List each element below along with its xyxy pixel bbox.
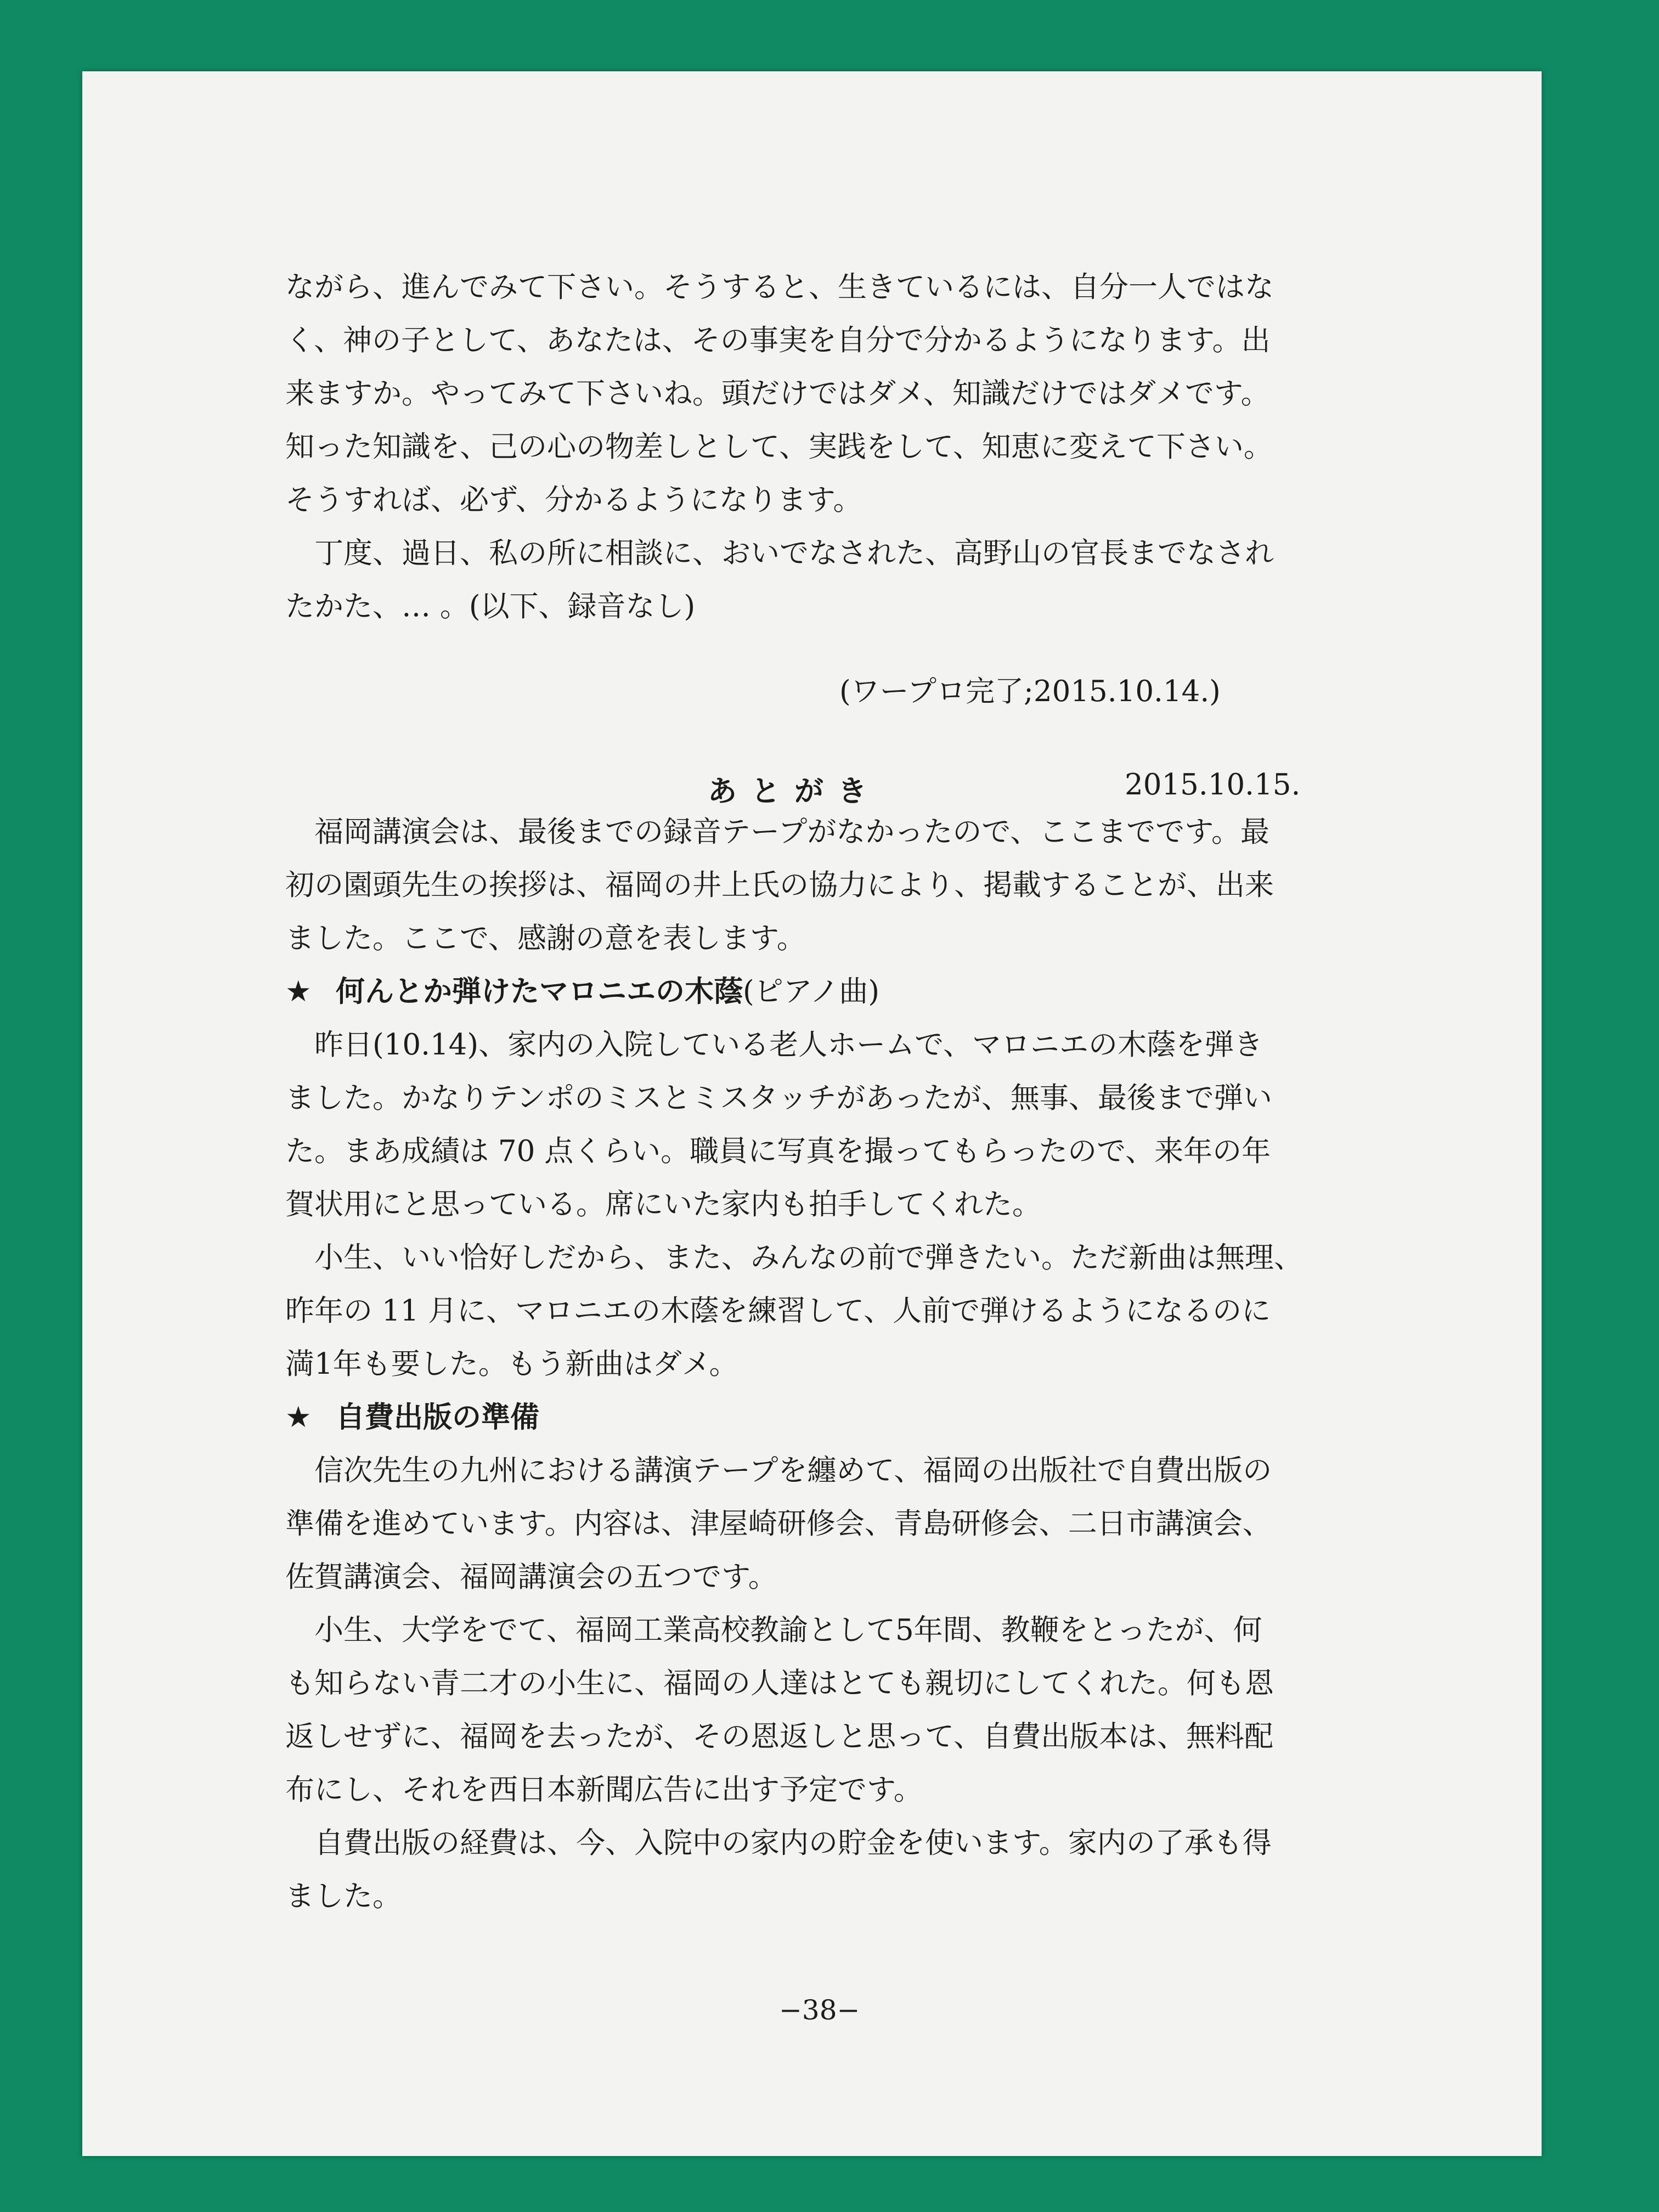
text-line: く、神の子として、あなたは、その事実を自分で分かるようになります。出 <box>285 324 1271 357</box>
text-line: 準備を進めています。内容は、津屋崎研修会、青島研修会、二日市講演会、 <box>285 1507 1272 1541</box>
text-line: 小生、大学をでて、福岡工業高校教諭として5年間、教鞭をとったが、何 <box>314 1613 1262 1647</box>
text-line: も知らない青二才の小生に、福岡の人達はとても親切にしてくれた。何も恩 <box>285 1667 1274 1700</box>
section-title: 何んとか弾けたマロニエの木蔭 <box>335 975 743 1008</box>
text-line: 初の園頭先生の挨拶は、福岡の井上氏の協力により、掲載することが、出来 <box>285 868 1274 902</box>
section-title: 自費出版の準備 <box>335 1401 539 1434</box>
top-text-block <box>285 261 1377 633</box>
section-title-suffix: (ピアノ曲) <box>742 975 880 1008</box>
afterword-date: 2015.10.15. <box>1125 768 1301 802</box>
star-icon: ★ <box>285 1401 312 1434</box>
completion-note: (ワープロ完了;2015.10.14.) <box>839 675 1221 708</box>
text-line: た。まあ成績は 70 点くらい。職員に写真を撮ってもらったので、来年の年 <box>285 1135 1271 1168</box>
afterword-body <box>285 805 1377 1923</box>
text-line: 小生、いい恰好しだから、また、みんなの前で弾きたい。ただ新曲は無理、 <box>314 1241 1303 1274</box>
text-line: ました。かなりテンポのミスとミスタッチがあったが、無事、最後まで弾い <box>285 1081 1272 1115</box>
text-line: 賀状用にと思っている。席にいた家内も拍手してくれた。 <box>285 1188 1041 1221</box>
text-line: 佐賀講演会、福岡講演会の五つです。 <box>285 1560 777 1594</box>
text-line: ました。 <box>285 1880 402 1913</box>
text-line: ながら、進んでみて下さい。そうすると、生きているには、自分一人ではな <box>285 270 1274 304</box>
text-line: 返しせずに、福岡を去ったが、その恩返しと思って、自費出版本は、無料配 <box>285 1720 1273 1753</box>
text-line: そうすれば、必ず、分かるようになります。 <box>285 483 862 517</box>
text-line: 知った知識を、己の心の物差しとして、実践をして、知恵に変えて下さい。 <box>285 430 1273 464</box>
section-heading-piano <box>285 965 1377 1018</box>
text-line: 丁度、過日、私の所に相談に、おいでなされた、高野山の官長までなされ <box>314 537 1274 570</box>
text-line: 信次先生の九州における講演テープを纏めて、福岡の出版社で自費出版の <box>314 1454 1272 1487</box>
star-icon: ★ <box>285 975 312 1008</box>
text-line: たかた、… 。(以下、録音なし) <box>285 590 696 623</box>
text-line: 来ますか。やってみて下さいね。頭だけではダメ、知識だけではダメです。 <box>285 377 1270 410</box>
section-heading-publishing <box>285 1391 1377 1444</box>
page-number: −38− <box>779 1994 860 2026</box>
text-line: 福岡講演会は、最後までの録音テープがなかったので、ここまでです。最 <box>314 815 1270 849</box>
text-line: ました。ここで、感謝の意を表します。 <box>285 922 806 955</box>
text-line: 布にし、それを西日本新聞広告に出す予定です。 <box>285 1773 923 1807</box>
text-line: 昨日(10.14)、家内の入院している老人ホームで、マロニエの木蔭を弾き <box>314 1028 1263 1062</box>
text-line: 自費出版の経費は、今、入院中の家内の貯金を使います。家内の了承も得 <box>314 1826 1272 1860</box>
afterword-title: あとがき <box>708 775 881 808</box>
text-line: 満1年も要した。もう新曲はダメ。 <box>285 1347 738 1381</box>
text-line: 昨年の 11 月に、マロニエの木蔭を練習して、人前で弾けるようになるのに <box>285 1294 1271 1328</box>
